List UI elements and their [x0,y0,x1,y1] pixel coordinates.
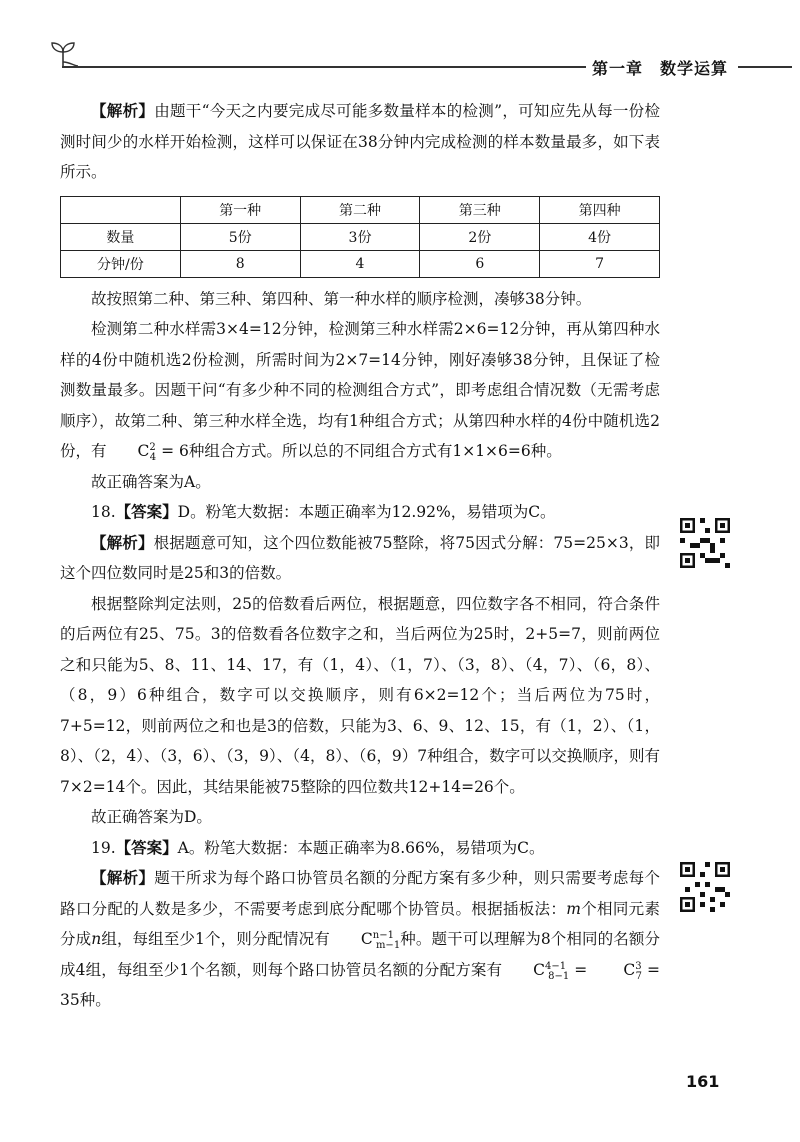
q19-text-c: 组，每组至少1个，则分配情况有 [101,930,330,948]
formula-sub: 7 [635,970,642,982]
var-m: m [566,899,581,918]
header-rule-right [738,66,792,68]
table-cell: 7 [540,250,660,277]
header-rule-left [62,66,592,68]
q17-detail-paragraph [60,314,660,467]
page-number: 161 [686,1072,720,1091]
q18-analysis-paragraph [60,528,660,589]
formula-sub: m−1 [375,940,401,952]
formula-symbol: C [137,442,150,460]
combination-formula [502,955,569,986]
q18-conclusion: 故正确答案为D。 [91,808,212,826]
q19-answer [60,833,660,864]
table-cell: 6 [420,250,540,277]
q17-order-paragraph: 故按照第二种、第三种、第四种、第一种水样的顺序检测，凑够38分钟。 [91,289,592,308]
answer-tag: 【答案】 [115,503,178,521]
q17-analysis-text: 由题干“今天之内要完成尽可能多数量样本的检测”，可知应先从每一份检测时间少的水样开始检测，这样可以保证在38分钟内完成检测的样本数量最多，如下表所示。 [60,102,660,181]
qr-code-icon[interactable] [680,862,730,912]
formula-symbol: C [623,960,636,979]
formula-symbol: C [360,930,373,948]
table-header-row [61,196,660,223]
table-cell: 3份 [300,223,420,250]
table-header-cell [61,196,181,223]
q17-analysis-paragraph [60,96,660,188]
q18-answer-text: D。粉笔大数据：本题正确率为12.92%，易错项为C。 [177,503,556,521]
q18-detail-paragraph: 根据整除判定法则，25的倍数看后两位，根据题意，四位数字各不相同，符合条件的后两位有25、75。3的倍数看各位数字之和，当后两位为25时，2+5=7，则前两位之和只能为5、8、11、14、17，有（1，4）、（1，7）、（3，8）、（4，7）、（6，8）、（8，9）6种组合，数字可以交换顺序，则有6×2=12个；当后两位为75时，7+5=12，则前两位之和也是3的倍数，只能为3、6、9、12、15，有（1，2）、（1，8）、（2，4）、（3，6）、（3，9）、（4，8）、（6，9）7种组合，数字可以交换顺序，则有7×2=14个。因此，其结果能被75整除的四位数共12+14=26个。 [60,594,660,796]
table-cell: 4份 [540,223,660,250]
analysis-tag: 【解析】 [91,869,155,887]
q19-answer-text: A。粉笔大数据：本题正确率为8.66%，易错项为C。 [177,838,545,857]
table-cell: 分钟/份 [61,250,181,277]
combination-formula [107,436,157,467]
q19-text-b: 个相同元素分成 [60,899,660,948]
table-header-cell: 第一种 [180,196,300,223]
equals-sign: = [569,960,593,979]
table-header-cell: 第三种 [420,196,540,223]
formula-sup: 4−1 [544,960,567,972]
sample-table [60,196,660,278]
formula-symbol: C [533,960,545,979]
q17-detail-text: 检测第二种水样需3×4=12分钟，检测第三种水样需2×6=12分钟，再从第四种水样的4份中随机选2份检测，所需时间为2×7=14分钟，刚好凑够38分钟，且保证了检测数量最多。因题干问“有多少种不同的检测组合方式”，即考虑组合情况数（无需考虑顺序），故第二种、第三种水样全选，均有1种组合方式；从第四种水样的4份中随机选2份，有 [60,320,660,460]
analysis-tag: 【解析】 [91,102,155,120]
table-cell: 数量 [61,223,181,250]
q19-text-d: 种。题干可以理解为8个相同的名额分成4组，每组至少1个名额，则每个路口协管员名额的分配方案有 [60,930,660,979]
table-row [61,223,660,250]
formula-sup: n−1 [372,929,394,941]
q19-number: 19. [91,838,116,857]
page-content [60,96,660,1016]
q17-conclusion: 故正确答案为A。 [91,472,211,491]
formula-sup: 2 [149,441,156,453]
table-cell: 8 [180,250,300,277]
table-cell: 2份 [420,223,540,250]
q19-text-e: = 35种。 [60,960,660,1009]
table-header-cell: 第二种 [300,196,420,223]
combination-formula [330,924,400,955]
q19-text-a: 题干所求为每个路口协管员名额的分配方案有多少种，则只需要考虑每个路口分配的人数是多少，不需要考虑到底分配哪个协管员。根据插板法： [60,869,660,918]
q18-answer [60,497,660,528]
analysis-tag: 【解析】 [91,533,154,552]
table-row [61,250,660,277]
q18-number: 18. [91,503,116,521]
q18-analysis-text: 根据题意可知，这个四位数能被75整除，将75因式分解：75=25×3，即这个四位数同时是25和3的倍数。 [60,533,660,582]
q17-detail-tail: = 6种组合方式。所以总的不同组合方式有1×1×6=6种。 [156,442,562,460]
q19-analysis-paragraph [60,863,660,1016]
answer-tag: 【答案】 [115,838,178,857]
formula-sub: 8−1 [548,970,570,982]
qr-code-icon[interactable] [680,518,730,568]
formula-sub: 4 [149,452,157,464]
chapter-title: 第一章 数学运算 [586,56,734,79]
table-header-cell: 第四种 [540,196,660,223]
table-cell: 5份 [180,223,300,250]
var-n: n [91,930,102,948]
formula-sup: 3 [635,960,642,972]
combination-formula [592,955,642,986]
table-cell: 4 [300,250,420,277]
